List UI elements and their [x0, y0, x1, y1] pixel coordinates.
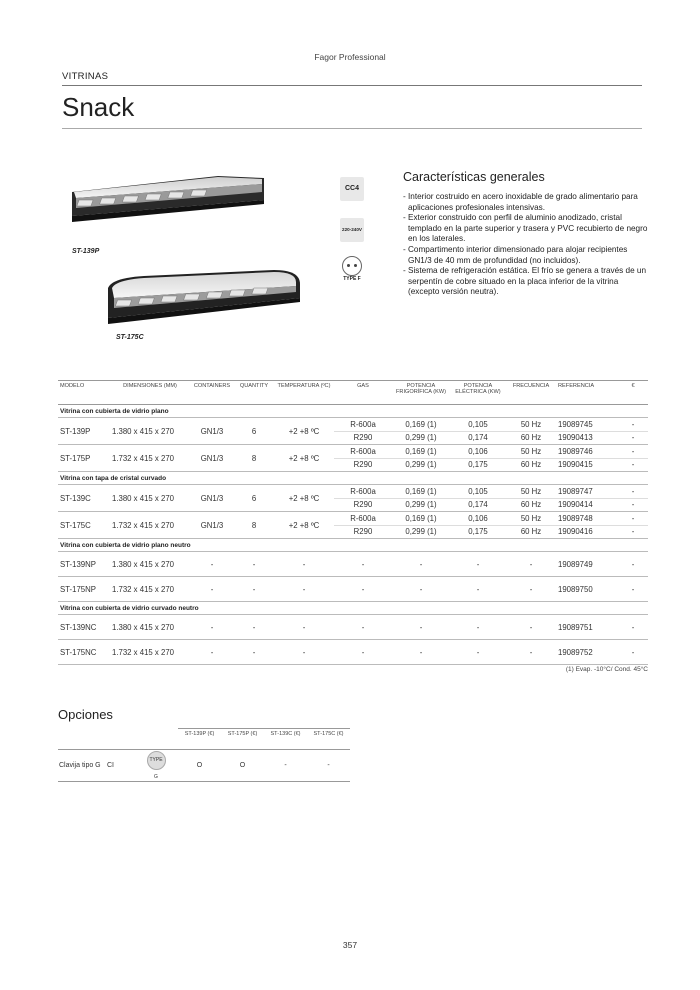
table-cell: - — [274, 577, 334, 602]
table-cell: 1.732 x 415 x 270 — [110, 445, 190, 472]
group-header-row — [58, 405, 648, 418]
table-cell: 1.732 x 415 x 270 — [110, 640, 190, 665]
table-cell: ST-175NC — [58, 640, 110, 665]
col-header: POTENCIA FRIGORÍFICA (KW) — [392, 381, 450, 405]
table-cell: 1.380 x 415 x 270 — [110, 615, 190, 640]
col-header: FRECUENCIA — [506, 381, 556, 405]
table-cell: - — [506, 552, 556, 577]
group-label: Vitrina con cubierta de vidrio plano neutro — [58, 539, 648, 552]
table-cell: - — [190, 577, 234, 602]
table-cell: 0,169 (1) — [392, 512, 450, 526]
table-row — [58, 640, 648, 665]
spec-table — [58, 380, 648, 665]
table-cell: 0,175 — [450, 525, 506, 539]
group-label: Vitrina con cubierta de vidrio curvado neutro — [58, 602, 648, 615]
table-cell: 0,106 — [450, 445, 506, 459]
option-value: O — [178, 750, 221, 782]
page-number: 357 — [342, 940, 358, 950]
table-cell: GN1/3 — [190, 512, 234, 539]
table-cell: - — [450, 615, 506, 640]
table-footnote: (1) Evap. -10°C/ Cond. 45°C — [565, 666, 648, 673]
table-cell: 0,105 — [450, 485, 506, 499]
table-cell: - — [334, 552, 392, 577]
table-cell: 50 Hz — [506, 445, 556, 459]
table-cell: - — [450, 640, 506, 665]
table-cell: R290 — [334, 525, 392, 539]
col-header: CONTAINERS — [190, 381, 234, 405]
table-cell: - — [618, 458, 648, 472]
table-cell: - — [234, 577, 274, 602]
table-row — [58, 512, 648, 526]
page-title: Snack — [62, 92, 135, 122]
table-cell: 19089752 — [556, 640, 618, 665]
option-value: O — [221, 750, 264, 782]
table-cell: R290 — [334, 498, 392, 512]
table-cell: +2 +8 ºC — [274, 512, 334, 539]
features-list — [403, 192, 648, 298]
col-header: ST-139C (€) — [264, 729, 307, 750]
table-row — [58, 615, 648, 640]
table-cell: - — [234, 615, 274, 640]
table-cell: 19089745 — [556, 418, 618, 432]
table-cell: 6 — [234, 418, 274, 445]
table-cell: 8 — [234, 512, 274, 539]
table-cell: 50 Hz — [506, 485, 556, 499]
table-cell: R-600a — [334, 512, 392, 526]
table-cell: - — [334, 640, 392, 665]
table-cell: 0,299 (1) — [392, 431, 450, 445]
options-title: Opciones — [58, 707, 113, 722]
divider — [62, 85, 642, 86]
col-header: € — [618, 381, 648, 405]
climate-class-badge: CC4 — [340, 177, 364, 201]
feature-item: - Interior costruido en acero inoxidable de grado alimentario para aplicaciones profesionales intensivas. — [403, 192, 638, 212]
table-cell: 8 — [234, 445, 274, 472]
table-row — [58, 445, 648, 459]
table-cell: - — [618, 485, 648, 499]
table-cell: R-600a — [334, 445, 392, 459]
table-cell: - — [506, 640, 556, 665]
table-cell: - — [450, 577, 506, 602]
table-cell: - — [234, 552, 274, 577]
product-caption: ST-139P — [72, 248, 100, 255]
table-cell: GN1/3 — [190, 485, 234, 512]
table-cell: 19089747 — [556, 485, 618, 499]
table-cell: - — [190, 552, 234, 577]
table-cell: GN1/3 — [190, 445, 234, 472]
table-cell: - — [618, 431, 648, 445]
table-cell: - — [392, 640, 450, 665]
table-cell: 0,169 (1) — [392, 445, 450, 459]
col-header: ST-175P (€) — [221, 729, 264, 750]
product-caption: ST-175C — [116, 334, 144, 341]
voltage-badge: 220-240V — [340, 218, 364, 242]
table-cell: 60 Hz — [506, 525, 556, 539]
table-cell: - — [274, 640, 334, 665]
table-cell: 19089749 — [556, 552, 618, 577]
table-cell: - — [450, 552, 506, 577]
table-cell: 19090415 — [556, 458, 618, 472]
table-cell: +2 +8 ºC — [274, 485, 334, 512]
table-cell: - — [392, 615, 450, 640]
table-cell: 1.732 x 415 x 270 — [110, 577, 190, 602]
table-cell: 0,299 (1) — [392, 525, 450, 539]
table-cell: 1.380 x 415 x 270 — [110, 552, 190, 577]
table-row — [58, 418, 648, 432]
table-cell: 1.380 x 415 x 270 — [110, 418, 190, 445]
table-cell: 0,299 (1) — [392, 498, 450, 512]
table-cell: R290 — [334, 458, 392, 472]
table-cell: 19089748 — [556, 512, 618, 526]
table-cell: - — [506, 577, 556, 602]
plug-g-icon: TYPE G — [147, 751, 166, 770]
table-cell: - — [334, 615, 392, 640]
table-cell: - — [392, 577, 450, 602]
features-title: Características generales — [403, 170, 545, 184]
table-cell: 50 Hz — [506, 512, 556, 526]
section-label: VITRINAS — [62, 71, 109, 82]
col-header: POTENCIA ELÉCTRICA (KW) — [450, 381, 506, 405]
table-cell: ST-139NP — [58, 552, 110, 577]
divider — [62, 128, 642, 129]
table-cell: - — [618, 498, 648, 512]
col-header: DIMENSIONES (MM) — [110, 381, 190, 405]
spec-header-row — [58, 381, 648, 405]
table-cell: - — [392, 552, 450, 577]
plug-icon — [342, 256, 362, 276]
brand-name: Fagor Professional — [314, 52, 386, 62]
table-cell: R-600a — [334, 485, 392, 499]
table-cell: - — [618, 577, 648, 602]
feature-item: - Compartimento interior dimensionado para alojar recipientes GN1/3 de 40 mm de profundidad (no incluidos). — [403, 244, 628, 265]
table-cell: 0,105 — [450, 418, 506, 432]
table-row — [58, 485, 648, 499]
table-cell: - — [618, 640, 648, 665]
table-cell: ST-139P — [58, 418, 110, 445]
col-header: QUANTITY — [234, 381, 274, 405]
table-cell: GN1/3 — [190, 418, 234, 445]
table-cell: 50 Hz — [506, 418, 556, 432]
table-cell: - — [334, 577, 392, 602]
table-cell: - — [618, 615, 648, 640]
table-cell: 0,169 (1) — [392, 418, 450, 432]
option-value: - — [307, 750, 350, 782]
table-cell: - — [618, 525, 648, 539]
options-table — [58, 728, 350, 782]
col-header: GAS — [334, 381, 392, 405]
table-cell: 19089746 — [556, 445, 618, 459]
feature-item: - Sistema de refrigeración estática. El frío se genera a través de un serpentín de cobre situado en la placa inferior de la vitrina (excepto versión neutra). — [403, 266, 647, 297]
table-cell: 19090414 — [556, 498, 618, 512]
group-label: Vitrina con tapa de cristal curvado — [58, 472, 648, 485]
product-image-st-175c — [104, 266, 304, 330]
group-header-row — [58, 602, 648, 615]
table-cell: - — [274, 615, 334, 640]
table-cell: - — [618, 552, 648, 577]
table-cell: +2 +8 ºC — [274, 445, 334, 472]
group-header-row — [58, 472, 648, 485]
option-value: - — [264, 750, 307, 782]
plug-type-label: TYPE F — [343, 276, 361, 282]
table-cell: 0,169 (1) — [392, 485, 450, 499]
table-cell: +2 +8 ºC — [274, 418, 334, 445]
table-cell: 60 Hz — [506, 431, 556, 445]
table-cell: - — [274, 552, 334, 577]
table-cell: - — [506, 615, 556, 640]
table-cell: 19089751 — [556, 615, 618, 640]
table-row — [58, 577, 648, 602]
col-header: REFERENCIA — [556, 381, 618, 405]
table-cell: ST-175C — [58, 512, 110, 539]
table-cell: - — [234, 640, 274, 665]
table-cell: ST-175P — [58, 445, 110, 472]
table-cell: 19090413 — [556, 431, 618, 445]
table-cell: 1.380 x 415 x 270 — [110, 485, 190, 512]
table-cell: ST-139NC — [58, 615, 110, 640]
table-cell: ST-175NP — [58, 577, 110, 602]
col-header: MODELO — [58, 381, 110, 405]
table-cell: ST-139C — [58, 485, 110, 512]
table-cell: R-600a — [334, 418, 392, 432]
table-cell: 0,175 — [450, 458, 506, 472]
group-header-row — [58, 539, 648, 552]
table-row — [58, 552, 648, 577]
table-cell: 0,299 (1) — [392, 458, 450, 472]
options-row — [58, 750, 350, 782]
option-code: CI — [106, 750, 134, 782]
option-icon-cell — [134, 750, 178, 782]
table-cell: 6 — [234, 485, 274, 512]
product-image-st-139p — [68, 170, 268, 230]
col-header: TEMPERATURA (ºC) — [274, 381, 334, 405]
table-cell: 0,174 — [450, 498, 506, 512]
table-cell: 1.732 x 415 x 270 — [110, 512, 190, 539]
table-cell: - — [618, 512, 648, 526]
table-cell: - — [190, 615, 234, 640]
table-cell: R290 — [334, 431, 392, 445]
col-header: ST-139P (€) — [178, 729, 221, 750]
option-name: Clavija tipo G — [58, 750, 106, 782]
table-cell: - — [618, 445, 648, 459]
table-cell: 19089750 — [556, 577, 618, 602]
table-cell: - — [190, 640, 234, 665]
table-cell: - — [618, 418, 648, 432]
table-cell: 0,174 — [450, 431, 506, 445]
col-header: ST-175C (€) — [307, 729, 350, 750]
feature-item: - Exterior construido con perfil de aluminio anodizado, cristal templado en la parte superior y trasera y PVC recubierto de negro en los laterales. — [403, 213, 648, 244]
table-cell: 0,106 — [450, 512, 506, 526]
table-cell: 60 Hz — [506, 498, 556, 512]
group-label: Vitrina con cubierta de vidrio plano — [58, 405, 648, 418]
options-header-row — [58, 729, 350, 750]
table-cell: 19090416 — [556, 525, 618, 539]
table-cell: 60 Hz — [506, 458, 556, 472]
